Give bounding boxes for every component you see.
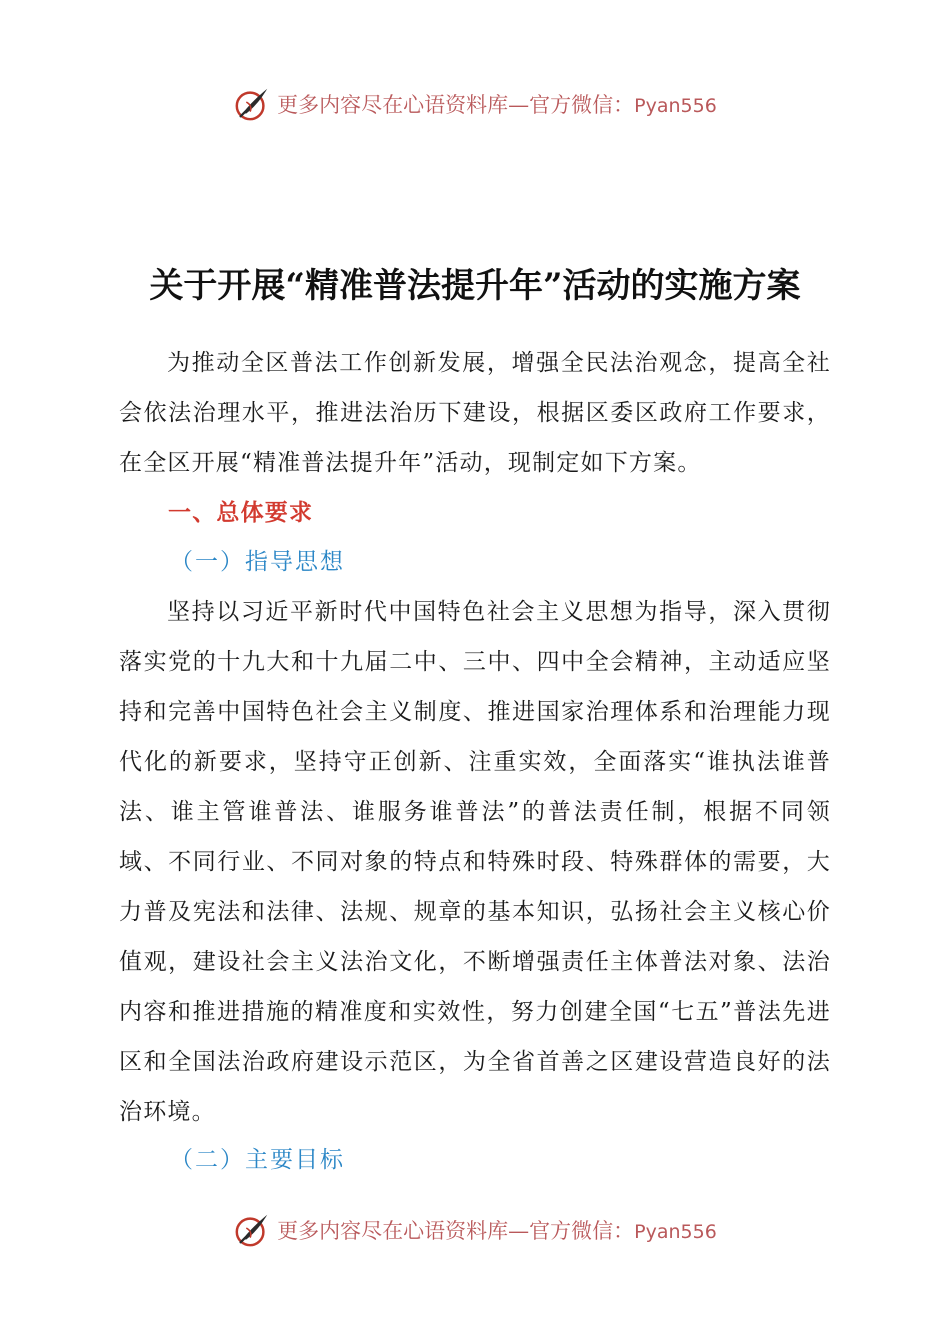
- guiding-ideology-paragraph: 坚持以习近平新时代中国特色社会主义思想为指导，深入贯彻落实党的十九大和十九届二中、三中、四中全会精神，主动适应坚持和完善中国特色社会主义制度、推进国家治理体系和治理能力现代化的新要求，坚持守正创新、注重实效，全面落实“谁执法谁普法、谁主管谁普法、谁服务谁普法”的普法责任制，根据不同领域、不同行业、不同对象的特点和特殊时段、特殊群体的需要，大力普及宪法和法律、法规、规章的基本知识，弘扬社会主义核心价值观，建设社会主义法治文化，不断增强责任主体普法对象、法治内容和推进措施的精准度和实效性，努力创建全国“七五”普法先进区和全国法治政府建设示范区，为全省首善之区建设营造良好的法治环境。: [119, 599, 831, 1125]
- watermark-text-en: Pyan556: [634, 95, 717, 117]
- watermark-text: [277, 1215, 717, 1245]
- section-heading-general-requirements: 一、总体要求: [168, 499, 314, 526]
- watermark-text-cn: 更多内容尽在心语资料库—官方微信：: [277, 1219, 635, 1243]
- watermark-banner-bottom: [0, 1208, 950, 1252]
- quill-pen-logo-icon: [233, 85, 271, 123]
- watermark-text-en: Pyan556: [634, 1221, 717, 1243]
- subsection-heading-main-goals: （二）主要目标: [170, 1147, 345, 1173]
- watermark-text: [277, 89, 717, 119]
- quill-pen-logo-icon: [233, 1211, 271, 1249]
- subsection-heading-guiding-ideology: （一）指导思想: [170, 549, 345, 575]
- intro-paragraph: 为推动全区普法工作创新发展，增强全民法治观念，提高全社会依法治理水平，推进法治历下建设，根据区委区政府工作要求，在全区开展“精准普法提升年”活动，现制定如下方案。: [119, 350, 831, 476]
- document-title: 关于开展“精准普法提升年”活动的实施方案: [149, 266, 801, 306]
- watermark-text-cn: 更多内容尽在心语资料库—官方微信：: [277, 93, 635, 117]
- watermark-banner-top: [0, 82, 950, 126]
